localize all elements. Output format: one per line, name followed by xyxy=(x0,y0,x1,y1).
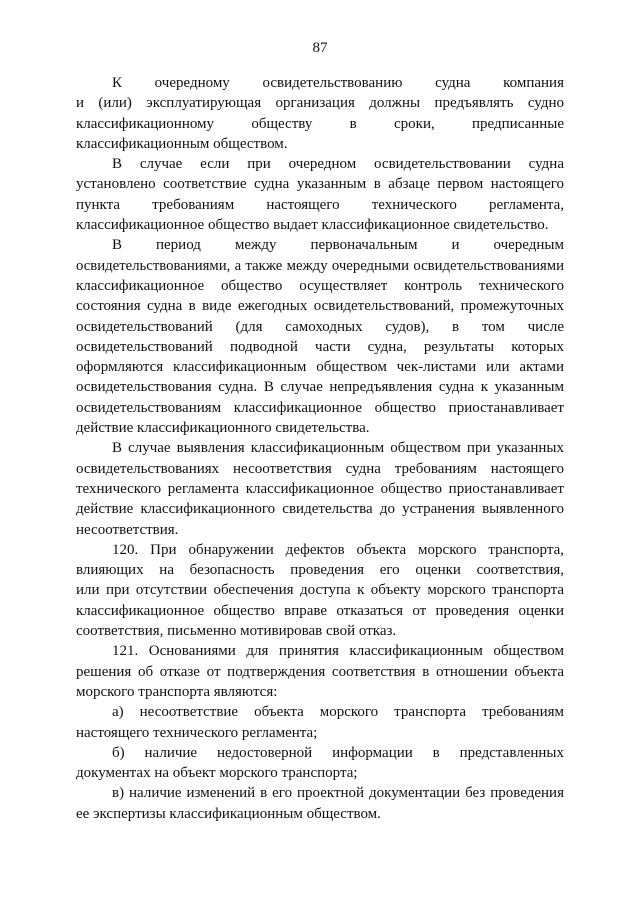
text-line: морского транспорта являются: xyxy=(76,683,278,700)
text-line: освидетельствованиям классификационное общество приостанавливает xyxy=(76,399,564,416)
text-line: В случае выявления классификационным обществом при указанных xyxy=(112,440,564,457)
text-line: освидетельствования судна. В случае непредъявления судна к указанным xyxy=(76,379,564,396)
text-line: классификационным обществом. xyxy=(76,135,288,152)
paragraph xyxy=(76,743,564,784)
text-line: б) наличие недостоверной информации в представленных xyxy=(112,744,564,761)
text-line: влияющих на безопасность проведения его оценки соответствия, xyxy=(76,562,564,579)
text-line: В период между первоначальным и очередным xyxy=(112,237,564,254)
paragraph xyxy=(76,540,564,641)
text-line: а) несоответствие объекта морского транспорта требованиям xyxy=(112,704,564,721)
paragraph xyxy=(76,702,564,743)
paragraph xyxy=(76,154,564,235)
text-line: В случае если при очередном освидетельствовании судна xyxy=(112,156,564,173)
text-line: действие классификационного свидетельства до устранения выявленного xyxy=(76,501,564,518)
text-line: освидетельствований (для самоходных судов), в том числе xyxy=(76,318,564,335)
text-line: К очередному освидетельствованию судна компания xyxy=(112,75,564,91)
text-line: освидетельствованиях несоответствия судна требованиям настоящего xyxy=(76,460,564,477)
text-line: оформляются классификационным обществом чек-листами или актами xyxy=(76,359,564,376)
text-line: и (или) эксплуатирующая организация должны предъявлять судно xyxy=(76,95,564,112)
text-line: несоответствия. xyxy=(76,521,179,538)
text-line: соответствия, письменно мотивировав свой отказ. xyxy=(76,623,397,640)
paragraph xyxy=(76,235,564,438)
text-line: освидетельствований подводной части судна, результаты которых xyxy=(76,338,564,355)
text-line: состояния судна в виде ежегодных освидетельствований, промежуточных xyxy=(76,298,564,315)
text-line: документах на объект морского транспорта; xyxy=(76,765,358,782)
text-line: технического регламента классификационное общество приостанавливает xyxy=(76,480,564,497)
text-line: или при отсутствии обеспечения доступа к объекту морского транспорта xyxy=(76,582,564,599)
text-line: установлено соответствие судна указанным в абзаце первом настоящего xyxy=(76,176,564,193)
text-line: 120. При обнаружении дефектов объекта морского транспорта, xyxy=(112,541,564,558)
text-line: классификационное общество вправе отказаться от проведения оценки xyxy=(76,602,564,619)
text-line: пункта требованиям настоящего технического регламента, xyxy=(76,196,564,213)
text-line: действие классификационного свидетельства. xyxy=(76,420,370,437)
text-line: классификационное общество выдает классификационное свидетельство. xyxy=(76,217,549,234)
paragraph xyxy=(76,641,564,702)
text-line: решения об отказе от подтверждения соответствия в отношении объекта xyxy=(76,663,564,680)
text-line: классификационному обществу в сроки, предписанные xyxy=(76,115,564,132)
text-line: ее экспертизы классификационным обществом. xyxy=(76,805,381,822)
text-line: освидетельствованиями, а также между очередными освидетельствованиями xyxy=(76,257,564,274)
text-line: в) наличие изменений в его проектной документации без проведения xyxy=(112,785,564,802)
document-body xyxy=(76,73,564,824)
text-line: настоящего технического регламента; xyxy=(76,724,318,741)
text-line: классификационное общество осуществляет контроль технического xyxy=(76,277,564,294)
text-line: 121. Основаниями для принятия классификационным обществом xyxy=(112,643,564,660)
paragraph xyxy=(76,438,564,539)
paragraph xyxy=(76,783,564,824)
page-number: 87 xyxy=(312,40,328,56)
paragraph xyxy=(76,73,564,154)
